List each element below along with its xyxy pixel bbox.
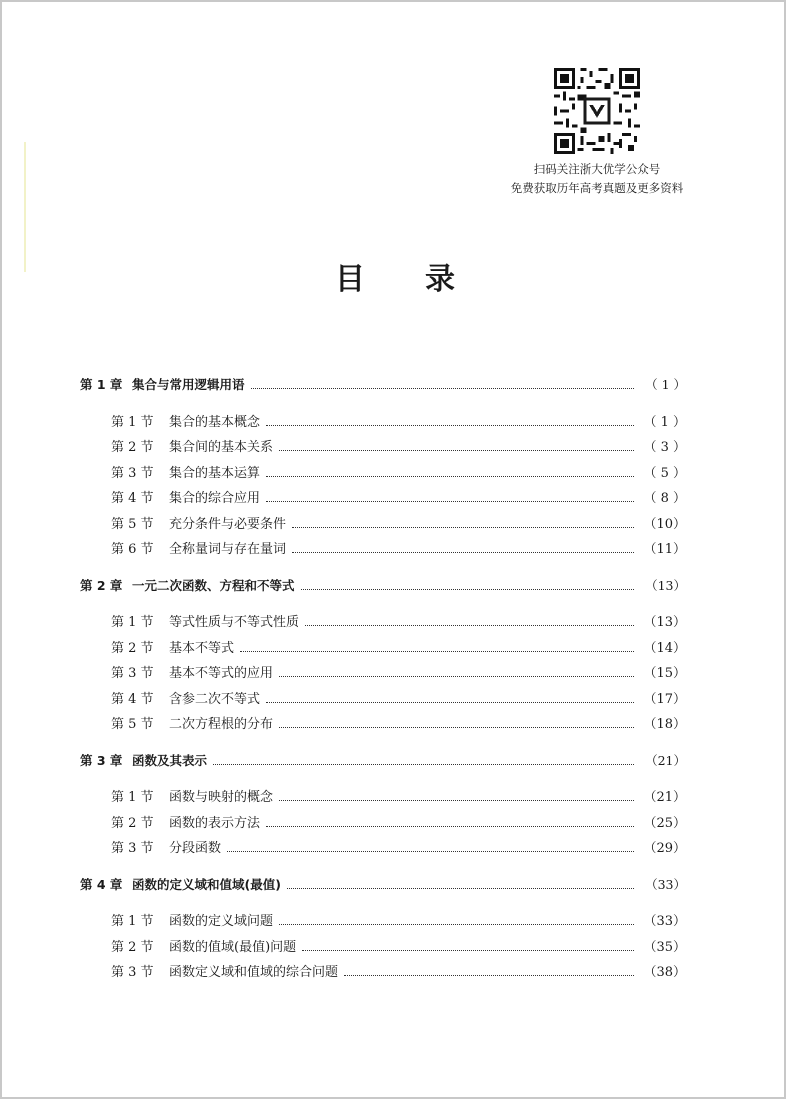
page-number: （ 3 ） bbox=[643, 440, 686, 455]
qr-block bbox=[497, 68, 697, 198]
section-title: 全称量词与存在量词 bbox=[169, 542, 287, 557]
dot-leader bbox=[266, 501, 634, 502]
chapter-spacer bbox=[80, 776, 686, 786]
toc-section-row[interactable] bbox=[80, 637, 686, 663]
toc-section-row[interactable] bbox=[80, 513, 686, 539]
page-number: （35） bbox=[643, 939, 686, 955]
toc-section-row[interactable] bbox=[80, 786, 686, 812]
toc-section-row[interactable] bbox=[80, 812, 686, 838]
section-number: 第 5 节 bbox=[111, 717, 154, 732]
section-number: 第 2 节 bbox=[111, 640, 154, 656]
section-number: 第 3 节 bbox=[111, 965, 154, 980]
section-title: 函数定义域和值域的综合问题 bbox=[169, 965, 339, 980]
dot-leader bbox=[266, 425, 634, 426]
toc-chapter-row[interactable] bbox=[80, 375, 686, 401]
dot-leader bbox=[292, 527, 634, 528]
section-number: 第 2 节 bbox=[111, 440, 154, 455]
dot-leader bbox=[302, 950, 634, 951]
chapter-spacer bbox=[80, 601, 686, 611]
section-title: 等式性质与不等式性质 bbox=[169, 615, 300, 630]
chapter-title: 一元二次函数、方程和不等式 bbox=[132, 577, 295, 593]
page-number: （ 1 ） bbox=[643, 414, 686, 430]
chapter-spacer bbox=[80, 739, 686, 751]
dot-leader bbox=[266, 702, 634, 703]
dot-leader bbox=[213, 764, 634, 765]
page-number: （29） bbox=[643, 841, 686, 856]
section-number: 第 1 节 bbox=[111, 615, 154, 630]
section-number: 第 4 节 bbox=[111, 491, 154, 506]
toc-section-row[interactable] bbox=[80, 961, 686, 987]
section-title: 函数的值域(最值)问题 bbox=[169, 939, 297, 955]
dot-leader bbox=[344, 975, 634, 976]
toc-section-row[interactable] bbox=[80, 936, 686, 962]
section-title: 函数的表示方法 bbox=[169, 815, 261, 831]
page-number: （38） bbox=[643, 965, 686, 980]
section-title: 集合间的基本关系 bbox=[169, 440, 274, 455]
dot-leader bbox=[287, 888, 634, 889]
toc-chapter-row[interactable] bbox=[80, 751, 686, 777]
qr-caption-line-2: 免费获取历年高考真题及更多资料 bbox=[510, 181, 684, 195]
page-number: （ 5 ） bbox=[643, 465, 686, 481]
toc-section-row[interactable] bbox=[80, 487, 686, 513]
page-number: （17） bbox=[643, 691, 686, 707]
section-number: 第 2 节 bbox=[111, 815, 154, 831]
page-number: （21） bbox=[645, 752, 686, 768]
section-number: 第 3 节 bbox=[111, 841, 154, 856]
page-number: （10） bbox=[643, 516, 686, 532]
dot-leader bbox=[251, 388, 634, 389]
chapter-title: 函数的定义域和值域(最值) bbox=[132, 876, 281, 892]
dot-leader bbox=[266, 476, 634, 477]
chapter-spacer bbox=[80, 900, 686, 910]
page-number: （21） bbox=[643, 790, 686, 805]
chapter-number: 第 1 章 bbox=[80, 377, 123, 392]
section-number: 第 6 节 bbox=[111, 542, 154, 557]
section-title: 基本不等式的应用 bbox=[169, 666, 274, 681]
dot-leader bbox=[305, 625, 634, 626]
section-title: 集合的基本概念 bbox=[169, 414, 261, 430]
toc-section-row[interactable] bbox=[80, 688, 686, 714]
section-title: 充分条件与必要条件 bbox=[169, 516, 287, 532]
toc-section-row[interactable] bbox=[80, 713, 686, 739]
toc-section-row[interactable] bbox=[80, 538, 686, 564]
section-title: 分段函数 bbox=[169, 841, 222, 856]
section-title: 集合的基本运算 bbox=[169, 465, 261, 481]
page-number: （13） bbox=[645, 577, 686, 593]
toc-section-row[interactable] bbox=[80, 837, 686, 863]
page-number: （13） bbox=[643, 615, 686, 630]
section-title: 函数的定义域问题 bbox=[169, 914, 274, 929]
toc-section-row[interactable] bbox=[80, 611, 686, 637]
chapter-spacer bbox=[80, 401, 686, 411]
page-number: （ 8 ） bbox=[643, 491, 686, 506]
page-number: （33） bbox=[643, 914, 686, 929]
qr-caption-line-1: 扫码关注浙大优学公众号 bbox=[533, 162, 661, 176]
chapter-number: 第 4 章 bbox=[80, 876, 123, 892]
page-number: （18） bbox=[643, 717, 686, 732]
qr-code-icon bbox=[554, 68, 640, 154]
chapter-title: 函数及其表示 bbox=[132, 752, 208, 768]
toc-section-row[interactable] bbox=[80, 462, 686, 488]
dot-leader bbox=[266, 826, 634, 827]
chapter-number: 第 3 章 bbox=[80, 752, 123, 768]
section-title: 二次方程根的分布 bbox=[169, 717, 274, 732]
dot-leader bbox=[301, 589, 634, 590]
page-number: （33） bbox=[645, 876, 686, 892]
section-title: 含参二次不等式 bbox=[169, 691, 261, 707]
chapter-spacer bbox=[80, 564, 686, 576]
dot-leader bbox=[240, 651, 634, 652]
dot-leader bbox=[279, 924, 634, 925]
page-number: （ 1 ） bbox=[645, 377, 686, 392]
chapter-number: 第 2 章 bbox=[80, 577, 123, 593]
section-number: 第 1 节 bbox=[111, 914, 154, 929]
dot-leader bbox=[279, 727, 634, 728]
table-of-contents bbox=[80, 375, 686, 987]
section-number: 第 3 节 bbox=[111, 465, 154, 481]
section-title: 函数与映射的概念 bbox=[169, 790, 274, 805]
section-title: 集合的综合应用 bbox=[169, 491, 261, 506]
section-title: 基本不等式 bbox=[169, 640, 235, 656]
dot-leader bbox=[227, 851, 634, 852]
page-title: 目录 bbox=[335, 262, 515, 297]
section-number: 第 5 节 bbox=[111, 516, 154, 532]
toc-section-row[interactable] bbox=[80, 411, 686, 437]
page-number: （14） bbox=[643, 640, 686, 656]
section-number: 第 2 节 bbox=[111, 939, 154, 955]
chapter-title: 集合与常用逻辑用语 bbox=[132, 377, 245, 392]
toc-chapter-row[interactable] bbox=[80, 576, 686, 602]
toc-chapter-row[interactable] bbox=[80, 875, 686, 901]
dot-leader bbox=[279, 800, 634, 801]
chapter-spacer bbox=[80, 863, 686, 875]
dot-leader bbox=[292, 552, 634, 553]
page-number: （25） bbox=[643, 815, 686, 831]
dot-leader bbox=[279, 676, 634, 677]
page-number: （11） bbox=[643, 542, 686, 557]
toc-section-row[interactable] bbox=[80, 910, 686, 936]
section-number: 第 4 节 bbox=[111, 691, 154, 707]
toc-section-row[interactable] bbox=[80, 662, 686, 688]
section-number: 第 1 节 bbox=[111, 790, 154, 805]
page-number: （15） bbox=[643, 666, 686, 681]
margin-mark bbox=[24, 142, 26, 272]
section-number: 第 1 节 bbox=[111, 414, 154, 430]
dot-leader bbox=[279, 450, 634, 451]
section-number: 第 3 节 bbox=[111, 666, 154, 681]
toc-section-row[interactable] bbox=[80, 436, 686, 462]
